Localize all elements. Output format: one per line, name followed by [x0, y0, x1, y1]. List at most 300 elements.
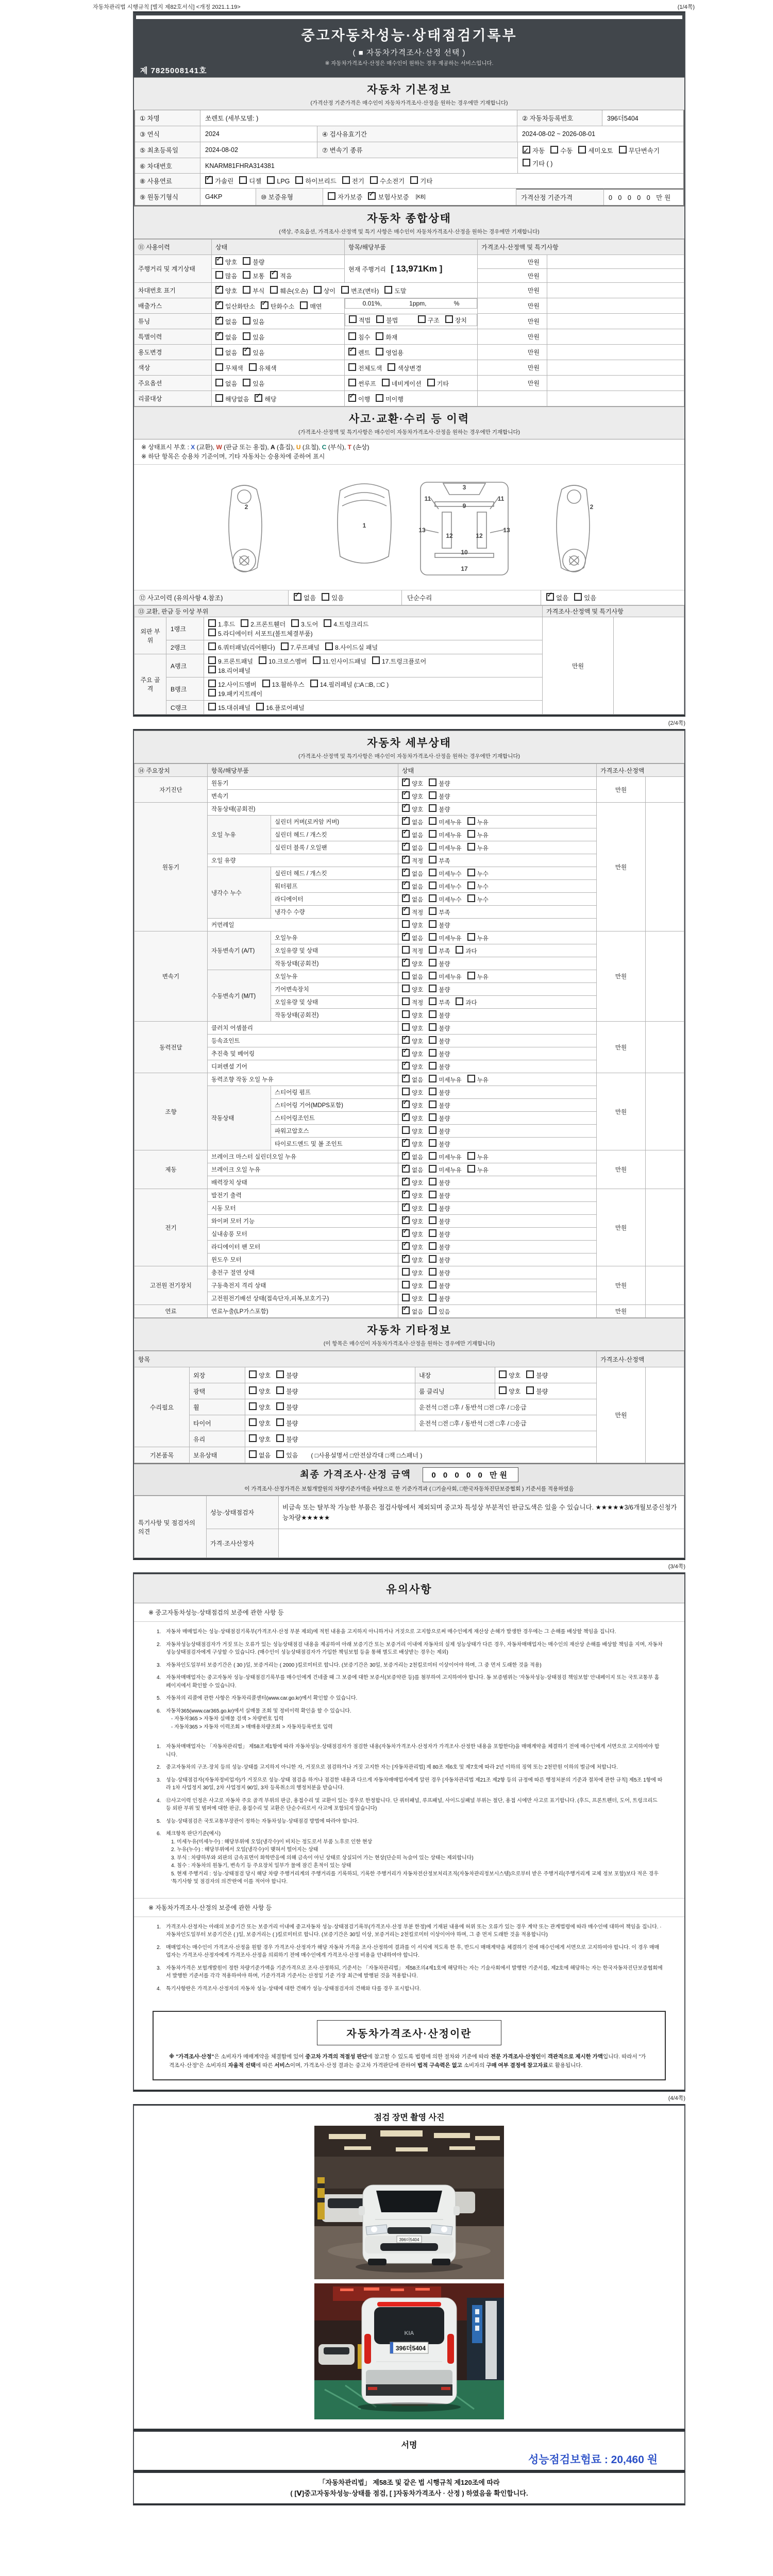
checkbox-option: 있음	[574, 593, 596, 602]
unchecked-checkbox-icon	[215, 379, 223, 386]
checkbox-option: 해당없음	[215, 394, 249, 403]
definition-text-part: 에 따른	[256, 2062, 275, 2069]
table-row	[135, 803, 684, 816]
status-cell	[398, 1060, 597, 1073]
field-label: ① 차명	[135, 110, 200, 126]
notice-item-number: 2.	[157, 1944, 161, 1951]
signature-section	[133, 2431, 685, 2472]
notice-item-text: 매매업자는 매수인이 가격조사·산정을 원할 경우 가격조사·산정자가 해당 자동차 가격을 조사·산정하여 결과를 이 서식에 적도록 한 후, 반드시 매매계약을 체결하기 전에 매수인에게 서면으로 고지하여야 합니다. 이 경우 매매업자는 가격조사·산정자에게 가격조사·산정을 의뢰하기 전에 매수인에게 가격조사·산정 비용을 안내하여야 합니다.	[166, 1944, 660, 1958]
document-header	[134, 13, 684, 77]
checkbox-option: 색상변경	[388, 363, 421, 372]
checkbox-option: ✓ 양호	[402, 778, 423, 788]
notice-band	[134, 1574, 684, 1603]
mileage-value: [ 13,971Km ]	[391, 263, 443, 274]
unchecked-checkbox-icon	[467, 1165, 475, 1173]
rank-label: 1랭크	[166, 617, 204, 640]
unchecked-checkbox-icon	[402, 972, 410, 979]
checkbox-option: 불량	[429, 1216, 450, 1226]
status-cell	[398, 1009, 597, 1022]
checkbox-option: 불량	[429, 1113, 450, 1123]
panel-option: 10.크로스멤버	[259, 656, 307, 666]
checkbox-option: 불량	[429, 1036, 450, 1045]
device-item: 스티어링 펌프	[271, 1086, 398, 1099]
panel-option: 17.트렁크플로어	[372, 656, 426, 666]
unchecked-checkbox-icon	[429, 1178, 436, 1185]
basic-info-table	[134, 110, 684, 206]
item-label: 유리	[190, 1431, 245, 1447]
checkbox-group	[215, 348, 270, 357]
unchecked-checkbox-icon	[499, 1370, 507, 1378]
checkbox-option: 불량	[429, 1255, 450, 1264]
photo-section	[133, 2104, 685, 2431]
checkbox-group	[402, 1191, 456, 1200]
definition-text-part: 객관적으로 제시한 가액	[547, 2054, 603, 2060]
legend-part: (교환),	[195, 444, 216, 451]
checkbox-option: 많음	[215, 271, 237, 280]
status-cell	[398, 1266, 597, 1279]
spacer	[157, 1736, 664, 1743]
etc-info-subtitle: (이 항목은 매수인이 자동차가격조사·산정을 원하는 경우에만 기재합니다)	[323, 1341, 495, 1347]
notice-body-1	[134, 1622, 684, 1898]
device-subgroup: 작동상태	[208, 1086, 271, 1150]
checked-checkbox-icon	[402, 907, 410, 915]
unchecked-checkbox-icon	[429, 778, 436, 786]
header-divider	[136, 15, 682, 19]
notice-item	[157, 1662, 664, 1670]
device-item: 윈도우 모터	[208, 1253, 398, 1266]
device-item: 오일누유	[271, 931, 398, 944]
unchecked-checkbox-icon	[402, 946, 410, 954]
notice-section	[133, 1572, 685, 2092]
checkbox-group	[215, 257, 270, 266]
checkbox-group	[402, 985, 456, 994]
device-item: 추진축 및 베어링	[208, 1047, 398, 1060]
note-cell	[547, 360, 684, 376]
field-label: ⑦ 변속기 종류	[317, 142, 517, 158]
device-item: 동력조향 작동 오일 누유	[208, 1073, 398, 1086]
unchecked-checkbox-icon	[429, 856, 436, 863]
item-label: 보유상태	[190, 1447, 245, 1463]
status-cell	[212, 360, 345, 376]
checkbox-group	[402, 1268, 456, 1277]
checkbox-option: 불량	[429, 1294, 450, 1303]
checkbox-group	[402, 1165, 494, 1174]
unchecked-checkbox-icon	[243, 271, 250, 279]
checkbox-option: 불량	[429, 1204, 450, 1213]
unchecked-checkbox-icon	[445, 315, 453, 323]
note-cell	[646, 1305, 684, 1318]
unchecked-checkbox-icon	[429, 1191, 436, 1198]
unchecked-checkbox-icon	[208, 703, 216, 710]
accident-history-subtitle: (가격조사·산정액 및 특기사항은 매수인이 자동차가격조사·산정을 원하는 경우에만 기재합니다)	[298, 429, 520, 435]
checkbox-option: 불량	[429, 1268, 450, 1277]
status-cell	[398, 1292, 597, 1305]
header-note: ※ 자동차가격조사·산정은 매수인이 원하는 경우 제공하는 서비스입니다.	[325, 60, 494, 66]
status-cell	[245, 1431, 597, 1447]
legend-part: A	[271, 444, 275, 451]
unchecked-checkbox-icon	[249, 1402, 257, 1410]
checkbox-option: 과다	[456, 946, 477, 955]
notice-item-text: 체크항목 판단기준(예시)	[166, 1831, 221, 1837]
panel-option: 5.라디에이터 서포트(볼트체결부품)	[208, 629, 313, 638]
unchecked-checkbox-icon	[243, 317, 250, 325]
status-cell	[398, 777, 597, 790]
legend-part: C	[322, 444, 327, 451]
unchecked-checkbox-icon	[402, 1268, 410, 1276]
checkbox-option: 전기	[342, 176, 364, 185]
checkbox-option: 전체도색	[348, 363, 382, 372]
notice-item	[157, 1764, 664, 1772]
unchecked-checkbox-icon	[276, 1418, 284, 1426]
unchecked-checkbox-icon	[328, 192, 335, 200]
unchecked-checkbox-icon	[429, 1204, 436, 1211]
table-row	[135, 1073, 684, 1086]
checkbox-option: 미세누유	[429, 972, 461, 981]
price-cell: 만원	[478, 376, 547, 391]
checkbox-group	[348, 379, 455, 388]
plate-number-value: 396더5404	[607, 115, 638, 122]
diagram-part-number: 2	[244, 503, 248, 511]
inspector-opinion-table	[134, 1496, 684, 1558]
checked-checkbox-icon	[215, 332, 223, 340]
checked-checkbox-icon	[402, 1036, 410, 1044]
note-cell	[547, 269, 684, 283]
notice-item-number: 1.	[157, 1629, 161, 1635]
checkbox-option: 부족	[429, 907, 450, 917]
checked-checkbox-icon	[402, 1191, 410, 1198]
device-group: 조향	[135, 1073, 208, 1150]
checkbox-option: 양호	[402, 985, 423, 994]
status-cell	[398, 1073, 597, 1086]
checkbox-option: ✓양호	[215, 257, 237, 266]
notice-title: 유의사항	[386, 1584, 432, 1596]
checkbox-option: 불량	[429, 1191, 450, 1200]
device-item: 오일유량 및 상태	[271, 996, 398, 1009]
status-cell	[398, 906, 597, 919]
panel-option: 18.리어패널	[208, 666, 250, 675]
page-number: (3/4쪽)	[668, 1564, 685, 1570]
unchecked-checkbox-icon	[270, 286, 278, 294]
checked-checkbox-icon	[402, 869, 410, 876]
unchecked-checkbox-icon	[402, 1126, 410, 1134]
status-cell	[398, 1112, 597, 1125]
notice-item-number: 5.	[157, 1696, 161, 1701]
checked-checkbox-icon	[243, 348, 250, 355]
diagram-part-number: 13	[418, 527, 426, 534]
unchecked-checkbox-icon	[429, 1049, 436, 1057]
unchecked-checkbox-icon	[249, 1370, 257, 1378]
unchecked-checkbox-icon	[429, 1126, 436, 1134]
table-row	[135, 189, 683, 205]
notice-subitem: 4. 침수 : 자동차의 원동기, 변속기 등 주요장치 일부가 물에 잠긴 흔적이 있는 상태	[171, 1863, 351, 1869]
notice-item-text: 중고자동차의 구조·장치 등의 성능·상태를 고지하지 아니한 자, 거짓으로 점검하거나 거짓 고지한 자는 [자동차관리법] 제 80조 제6호 및 제7호에 따라 2년 이하의 징역 또는 2천만원 이하의 벌금에 처합니다.	[166, 1765, 618, 1770]
checkbox-group	[402, 1242, 456, 1251]
note-cell	[646, 931, 684, 1022]
device-item: 라디에이터	[271, 893, 398, 906]
panel-option: 3.도어	[291, 619, 318, 629]
table-row	[135, 391, 684, 406]
unchecked-checkbox-icon	[402, 1023, 410, 1031]
unchecked-checkbox-icon	[429, 1152, 436, 1160]
checkbox-option: 누유	[467, 817, 489, 826]
definition-text-part: 은 소비자가 매매계약을 체결함에 있어	[214, 2054, 306, 2060]
notice-item	[157, 1797, 664, 1813]
page-number: (1/4쪽)	[677, 4, 695, 10]
legend-part: (부식),	[326, 444, 348, 451]
checkbox-option: 불량	[276, 1402, 298, 1412]
checkbox-option: 있음	[322, 593, 344, 602]
overall-state-subtitle: (색상, 주요옵션, 가격조사·산정액 및 특기 사항은 매수인이 자동차가격조사·산정을 원하는 경우에만 기재합니다)	[279, 229, 540, 235]
status-cell	[245, 1367, 415, 1383]
checked-checkbox-icon	[368, 192, 376, 200]
notice-item-text: 자동차365(www.car365.go.kr)에서 실매물 조회 및 정비이력 확인을 할 수 있습니다.	[166, 1708, 351, 1714]
checkbox-option: 과다	[456, 997, 477, 1007]
device-item: 실린더 헤드 / 개스킷	[271, 867, 398, 880]
item-cell	[345, 329, 478, 345]
panel-items	[204, 677, 543, 701]
checkbox-option: 세미오토	[578, 145, 613, 158]
checkbox-option: ✓ 적정	[402, 907, 423, 917]
checked-checkbox-icon	[402, 1062, 410, 1070]
checked-checkbox-icon	[402, 1049, 410, 1057]
checkbox-option: 없음	[249, 1450, 271, 1460]
checkbox-option: 부족	[429, 997, 450, 1007]
device-item: 클러치 어셈블리	[208, 1022, 398, 1035]
table-row	[135, 1189, 684, 1202]
status-cell	[398, 1176, 597, 1189]
panel-option: 8.사이드실 패널	[325, 642, 378, 652]
inspection-period-value: 2024-08-02 ~ 2026-08-01	[522, 130, 596, 138]
table-row	[135, 255, 684, 269]
unchecked-checkbox-icon	[429, 804, 436, 812]
item-label: 광택	[190, 1383, 245, 1399]
checkbox-option: 기타 ( )	[523, 158, 552, 171]
checkbox-option: 적정	[402, 997, 423, 1007]
panel-items	[204, 701, 543, 715]
exhaust-value: 1ppm,	[409, 300, 427, 307]
unchecked-checkbox-icon	[215, 394, 223, 402]
unchecked-checkbox-icon	[291, 619, 299, 627]
checkbox-option: 불량	[429, 1139, 450, 1148]
column-header: 항목/해당부품	[208, 764, 398, 777]
device-item: 오일유량 및 상태	[271, 944, 398, 957]
diagram-part-number: 3	[462, 484, 466, 491]
notice-item-number: 5.	[157, 1818, 161, 1824]
checkbox-option: ✓ 없음	[402, 1152, 423, 1161]
table-header-row	[135, 764, 684, 777]
panel-option: 13.휠하우스	[262, 680, 305, 689]
table-row	[135, 283, 684, 298]
checkbox-option: 불량	[276, 1370, 298, 1380]
checkbox-option: ✓ 양호	[402, 1216, 423, 1226]
status-cell	[398, 1086, 597, 1099]
unchecked-checkbox-icon	[310, 680, 318, 687]
checked-checkbox-icon	[270, 271, 278, 279]
unchecked-checkbox-icon	[388, 363, 395, 371]
note-cell	[646, 1189, 684, 1266]
checkbox-group	[249, 1370, 304, 1380]
status-cell	[398, 957, 597, 970]
field-label: ② 자동차등록번호	[517, 110, 602, 126]
notice-item-text: 자동차성능상태점검자가 거짓 또는 오류가 있는 성능상태점검 내용을 제공하여 아래 보증기간 또는 보증거리 이내에 자동차의 실제 성능상태가 다른 경우, 자동차매매업자는 매수인의 재산상 손해를 배상할 책임을 지며, 자동차성능상태점검자에게 구상할 수 있습니다. (매수인이 성능상태점검자가 가입한 책임보험 등을 통해 별도로 배상받는 경우는 제외)	[166, 1641, 663, 1655]
field-label: ⑧ 사용연료	[135, 174, 200, 188]
checkbox-option: ✓ 양호	[402, 791, 423, 801]
price-cell: 만원	[597, 1266, 646, 1305]
unchecked-checkbox-icon	[208, 666, 216, 673]
page1-section	[133, 11, 685, 717]
state-code-legend	[141, 443, 677, 452]
checked-checkbox-icon	[523, 146, 530, 154]
notice-subitem: 5. 현재 주행거리 : 성능·상태점검 당시 해당 차량 주행거리계의 주행거리를 기록하되, 기록한 주행거리가 자동차전산정보처리조직(자동차관리정보시스템)으로부터 받은 주행거리(주행거리계 교체 정보 포함)보다 적은 경우 '특기사항 및 점검자의 의견'란에 이를 적어야 합니다.	[171, 1871, 659, 1885]
status-cell	[212, 314, 345, 329]
definition-text-part: 입니다. 따라서 "가격조사·산정"은 소비자의	[169, 2054, 646, 2069]
device-item: 기어변속장치	[271, 983, 398, 996]
checkbox-group	[215, 317, 270, 326]
checkbox-group	[215, 286, 412, 295]
unchecked-checkbox-icon	[402, 1294, 410, 1301]
checkbox-group	[402, 946, 483, 955]
usage-label: 차대번호 표기	[135, 283, 212, 298]
unchecked-checkbox-icon	[276, 1434, 284, 1442]
notice-item-number: 6.	[157, 1708, 161, 1714]
checked-checkbox-icon	[402, 830, 410, 838]
position-options: 운전석 □전 □후 / 동반석 □전 □후 / □응급	[415, 1415, 597, 1431]
accident-history-label: ⑫ 사고이력 (유의사항 4.참조)	[134, 590, 289, 605]
diagram-part-number: 11	[497, 495, 505, 502]
checkbox-group	[402, 1281, 456, 1290]
status-cell	[398, 1279, 597, 1292]
device-group: 고전원 전기장치	[135, 1266, 208, 1305]
checkbox-option: LPG	[267, 176, 290, 185]
panel-option: 11.인사이드패널	[313, 656, 366, 666]
unchecked-checkbox-icon	[276, 1450, 284, 1458]
checkbox-option: ✓ 양호	[402, 1139, 423, 1148]
rank-label: 2랭크	[166, 640, 204, 654]
status-cell	[398, 854, 597, 867]
note-cell	[646, 777, 684, 803]
row-group-label: 수리필요	[135, 1367, 190, 1447]
notice-item-number: 3.	[157, 1965, 161, 1971]
definition-text-part: 구매 여부 결정에 참고자료	[486, 2062, 548, 2069]
definition-text-part: 소비자의	[462, 2062, 486, 2069]
note-cell	[547, 391, 684, 406]
unchecked-checkbox-icon	[241, 619, 248, 627]
unchecked-checkbox-icon	[256, 703, 264, 710]
checkbox-option: ✓ 양호	[402, 804, 423, 814]
checkbox-option: 없음	[402, 972, 423, 981]
price-cell: 만원	[597, 1305, 646, 1318]
final-price-band	[134, 1463, 684, 1496]
usage-label: 용도변경	[135, 345, 212, 360]
checkbox-option: 미이행	[376, 394, 404, 403]
device-item: 충전구 절연 상태	[208, 1266, 398, 1279]
unchecked-checkbox-icon	[429, 1139, 436, 1147]
definition-box-text	[169, 2053, 649, 2070]
unchecked-checkbox-icon	[429, 882, 436, 889]
notice-item-text: 자동차가격은 보험개발원이 정한 차량기준가액을 기준가격으로 조사·산정하되, 기준서는 「자동차관리법」 제58조의4제1호에 해당하는 자는 기술사회에서 발행한 기준서를, 제2호에 해당하는 자는 한국자동차진단보증협회에서 발행한 기준서를 각각 적용하여야 하며, 기준가격과 기준서는 산정일 기준 가장 최근에 발행된 것을 적용합니다.	[166, 1965, 663, 1979]
price-cell: 만원	[597, 931, 646, 1022]
unchecked-checkbox-icon	[429, 972, 436, 979]
checkbox-option: 불량	[429, 1088, 450, 1097]
diagram-part-number: 13	[503, 527, 510, 534]
unchecked-checkbox-icon	[259, 656, 266, 664]
detail-state-subtitle: (가격조사·산정액 및 특기사항은 매수인이 자동차가격조사·산정을 원하는 경우에만 기재합니다)	[298, 753, 520, 759]
item-cell	[345, 345, 478, 360]
notice-item	[157, 1694, 664, 1703]
checkbox-option: 부식	[243, 286, 264, 295]
notice-item	[157, 1641, 664, 1657]
device-group: 원동기	[135, 803, 208, 931]
checked-checkbox-icon	[402, 817, 410, 825]
unchecked-checkbox-icon	[429, 1100, 436, 1108]
checkbox-option: 무단변속기	[619, 145, 660, 158]
unchecked-checkbox-icon	[429, 1165, 436, 1173]
checked-checkbox-icon	[402, 894, 410, 902]
car-diagram	[134, 467, 684, 584]
device-item: 고전원전기배선 상태(접속단자,피복,보호기구)	[208, 1292, 398, 1305]
checkbox-option: 썬루프	[348, 379, 376, 388]
notice-item-text: 자동차매매업자는 「자동차관리법」 제58조제1항에 따라 자동차성능·상태점검자가 점검한 내용(자동차가격조사·산정자가 가격조사·산정한 내용을 포함한다)을 매매계약을 체결하기 전에 매수인에게 서면으로 고지하여야 합니다.	[166, 1744, 660, 1758]
unchecked-checkbox-icon	[208, 689, 216, 697]
checkbox-group	[402, 804, 456, 814]
panel-option: 1.후드	[208, 619, 235, 629]
checkbox-group	[402, 830, 494, 839]
unchecked-checkbox-icon	[348, 379, 356, 386]
unchecked-checkbox-icon	[429, 1023, 436, 1031]
etc-info-band	[134, 1318, 684, 1351]
checkbox-option: 불량	[429, 1049, 450, 1058]
insurance-fee: 성능점검보험료 : 20,460 원	[528, 2453, 658, 2466]
appraiser-role: 가격·조사산정자	[207, 1529, 279, 1558]
checkbox-option: ✓ 이행	[348, 394, 370, 403]
unchecked-checkbox-icon	[526, 1370, 534, 1378]
checkbox-group	[546, 593, 602, 602]
detail-state-title: 자동차 세부상태	[367, 737, 451, 749]
mileage-cell: 현재 주행거리 [ 13,971Km ]	[345, 255, 478, 283]
unchecked-checkbox-icon	[429, 920, 436, 928]
notice-item-text: 가격조사·산정자는 아래의 보증기간 또는 보증거리 이내에 중고자동차 성능·상태점검기록부(가격조사·산정 부분 한정)에 기재된 내용에 허위 또는 오류가 있는 경우 계약 또는 관계법령에 따라 매수인에 대하여 책임을 집니다. · 자동차인도일부터 보증기간은 ( )일, 보증거리는 ( )킬로미터로 합니다. (보증기간은 30일 이상, 보증거리는 2천킬로미터 이상이어야 하며, 그 중 먼저 도래한 것을 적용합니다)	[166, 1924, 662, 1938]
usage-label: 특별이력	[135, 329, 212, 345]
checkbox-option: 없음	[215, 348, 237, 357]
checkbox-option: ✓ 없음	[402, 830, 423, 839]
usage-label: 배출가스	[135, 298, 212, 314]
unchecked-checkbox-icon	[300, 301, 308, 309]
table-row	[135, 1305, 684, 1318]
unchecked-checkbox-icon	[429, 1216, 436, 1224]
device-item: 오일누유	[271, 970, 398, 983]
unchecked-checkbox-icon	[402, 1088, 410, 1095]
checkbox-option: 불량	[429, 804, 450, 814]
page-number: (4/4쪽)	[668, 2095, 685, 2102]
device-item: 작동상태(공회전)	[271, 1009, 398, 1022]
checkbox-option: ✓ 없음	[546, 593, 568, 602]
unchecked-checkbox-icon	[467, 882, 475, 889]
unchecked-checkbox-icon	[429, 1242, 436, 1250]
checked-checkbox-icon	[402, 959, 410, 967]
status-cell	[212, 298, 345, 314]
checkbox-group	[205, 176, 438, 185]
unchecked-checkbox-icon	[376, 348, 383, 355]
status-cell	[495, 1367, 597, 1383]
panel-category: 외판 부위	[135, 617, 166, 654]
checkbox-option: 누수	[467, 869, 489, 878]
table-row	[135, 1367, 684, 1383]
unchecked-checkbox-icon	[429, 985, 436, 992]
checkbox-option: ✓ 양호	[402, 1113, 423, 1123]
checkbox-option: 미세누유	[429, 1165, 461, 1174]
checkbox-option: ✓ 적정	[402, 856, 423, 865]
diagram-part-number: 17	[461, 565, 468, 572]
